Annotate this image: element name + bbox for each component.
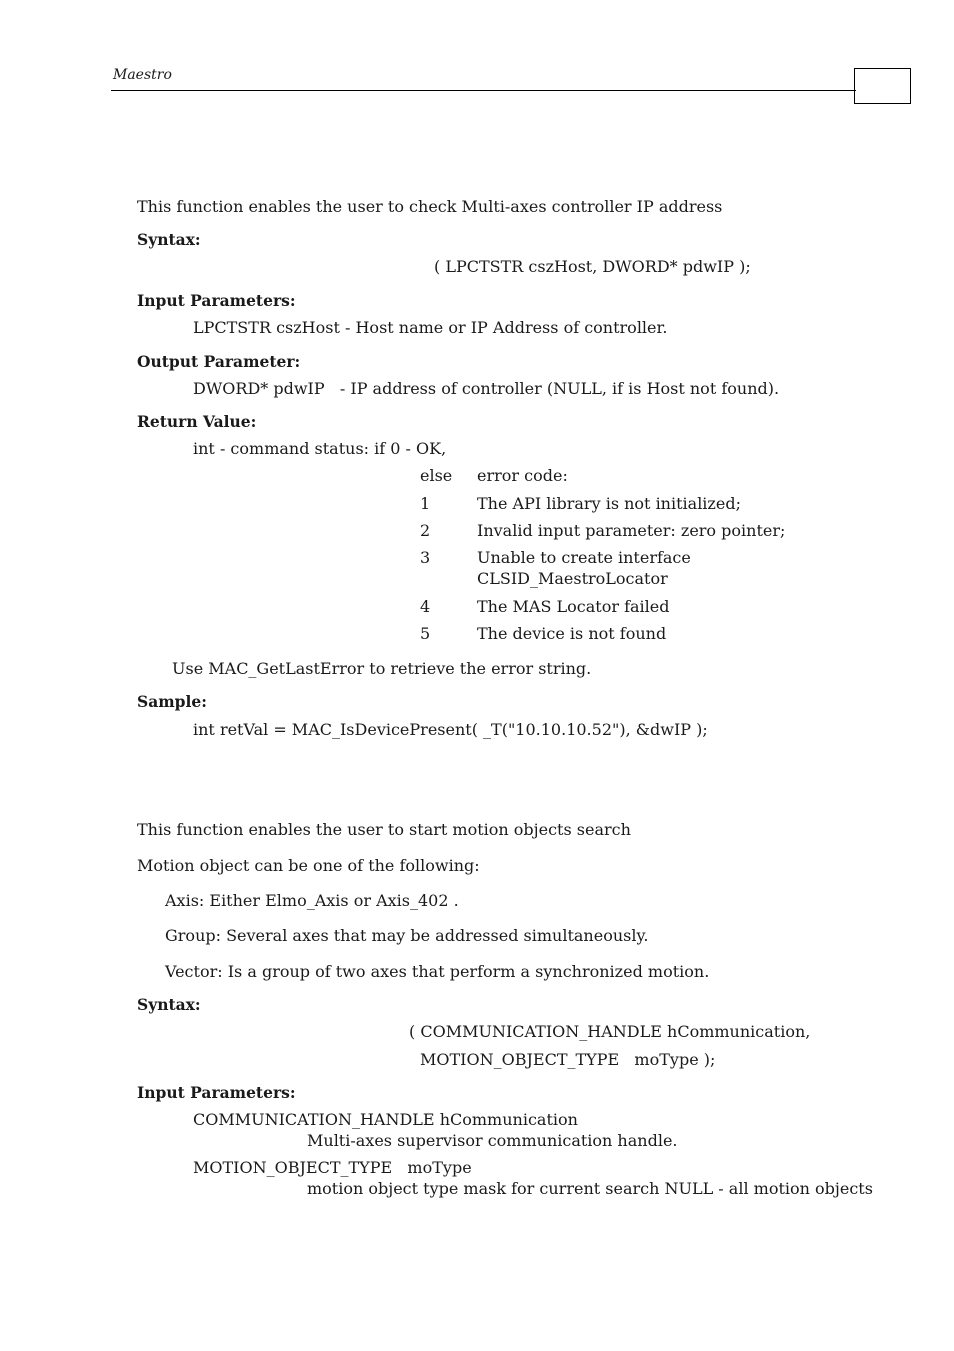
section1-syntax-heading: Syntax: (137, 230, 201, 249)
motion-type-axis: Axis: Either Elmo_Axis or Axis_402 . (165, 891, 459, 910)
error-text-5: The device is not found (477, 624, 667, 643)
section1-input-heading: Input Parameters: (137, 291, 296, 310)
param-desc-motype: motion object type mask for current search NULL - all motion objects (307, 1179, 873, 1198)
error-text-3-cont: CLSID_MaestroLocator (477, 569, 668, 588)
section2-description: This function enables the user to start motion objects search (137, 820, 631, 839)
section1-syntax-args: ( LPCTSTR cszHost, DWORD* pdwIP ); (434, 257, 751, 276)
section1-return-intro: int - command status: if 0 - OK, (193, 439, 447, 458)
error-code-2: 2 (420, 521, 431, 540)
error-code-3: 3 (420, 548, 431, 567)
motion-type-vector: Vector: Is a group of two axes that perform a synchronized motion. (165, 962, 710, 981)
section2-syntax-line2: MOTION_OBJECT_TYPE moType ); (420, 1050, 716, 1069)
running-title: Maestro (113, 67, 172, 83)
error-code-5: 5 (420, 624, 431, 643)
error-text-1: The API library is not initialized; (477, 494, 741, 513)
error-text-2: Invalid input parameter: zero pointer; (477, 521, 786, 540)
section2-syntax-line1: ( COMMUNICATION_HANDLE hCommunication, (409, 1022, 811, 1041)
error-code-1: 1 (420, 494, 431, 513)
section1-sample-code: int retVal = MAC_IsDevicePresent( _T("10.10.10.52"), &dwIP ); (193, 720, 708, 739)
error-text-4: The MAS Locator failed (477, 597, 670, 616)
error-else-key: else (420, 466, 453, 485)
error-else-text: error code: (477, 466, 568, 485)
section2-intro: Motion object can be one of the following: (137, 856, 480, 875)
section1-note: Use MAC_GetLastError to retrieve the error string. (172, 659, 592, 678)
section1-input-param: LPCTSTR cszHost - Host name or IP Address of controller. (193, 318, 668, 337)
param-name-communication: COMMUNICATION_HANDLE hCommunication (193, 1110, 578, 1129)
param-desc-communication: Multi-axes supervisor communication handle. (307, 1131, 678, 1150)
param-name-motype: MOTION_OBJECT_TYPE moType (193, 1158, 472, 1177)
section1-return-heading: Return Value: (137, 412, 257, 431)
section2-syntax-heading: Syntax: (137, 995, 201, 1014)
error-text-3: Unable to create interface (477, 548, 691, 567)
section1-sample-heading: Sample: (137, 692, 207, 711)
error-code-4: 4 (420, 597, 431, 616)
section1-output-param: DWORD* pdwIP - IP address of controller (NULL, if is Host not found). (193, 379, 780, 398)
page-number-box (854, 68, 911, 104)
header-rule (111, 90, 856, 91)
section1-description: This function enables the user to check Multi-axes controller IP address (137, 197, 723, 216)
motion-type-group: Group: Several axes that may be addressed simultaneously. (165, 926, 649, 945)
section1-output-heading: Output Parameter: (137, 352, 301, 371)
section2-input-heading: Input Parameters: (137, 1083, 296, 1102)
